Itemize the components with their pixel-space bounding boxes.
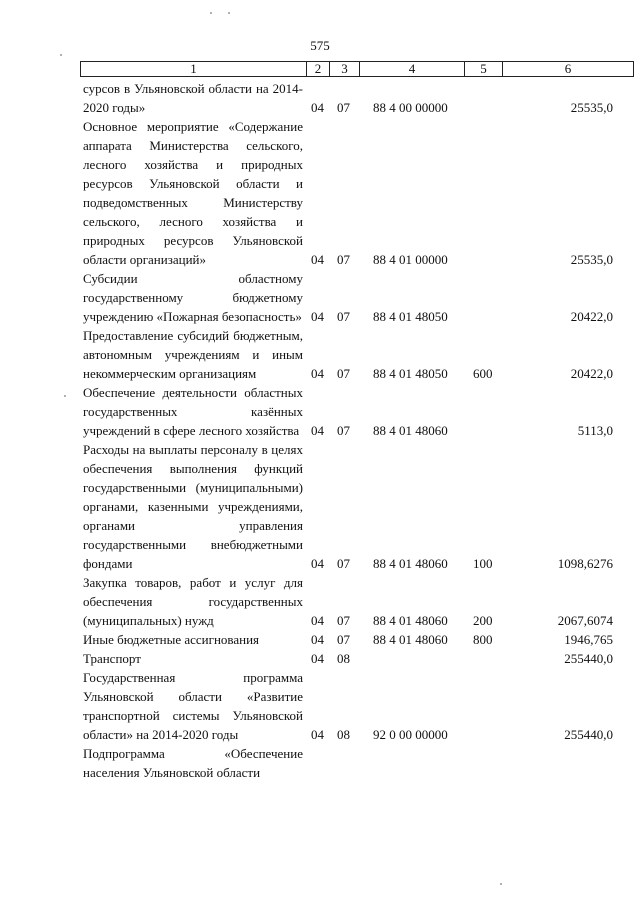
row-section: 04 — [311, 651, 324, 666]
row-amount: 255440,0 — [564, 651, 613, 666]
table-row — [0, 630, 640, 649]
row-name: Закупка товаров, работ и услуг для обеспечения государственных (муниципальных) нужд — [83, 575, 303, 628]
scan-speck — [500, 883, 502, 885]
table-row — [0, 79, 640, 117]
row-section: 04 — [311, 632, 324, 647]
row-section: 04 — [311, 309, 324, 324]
row-section: 04 — [311, 100, 324, 115]
row-expense-type: 100 — [473, 556, 493, 571]
row-section: 04 — [311, 366, 324, 381]
row-target-code: 88 4 01 48060 — [373, 556, 448, 571]
header-col-2: 2 — [307, 62, 330, 77]
row-expense-type: 600 — [473, 366, 493, 381]
row-subsection: 07 — [337, 252, 350, 267]
row-amount: 1098,6276 — [557, 556, 613, 571]
row-target-code: 92 0 00 00000 — [373, 727, 448, 742]
row-name: Обеспечение деятельности областных государственных казённых учреждений в сфере лесного хозяйства — [83, 385, 303, 438]
row-section: 04 — [311, 423, 324, 438]
row-target-code: 88 4 00 00000 — [373, 100, 448, 115]
row-amount: 20422,0 — [570, 309, 613, 324]
row-subsection: 07 — [337, 100, 350, 115]
header-col-5: 5 — [465, 62, 503, 77]
budget-table-body — [0, 79, 640, 782]
header-col-1: 1 — [81, 62, 307, 77]
table-row — [0, 326, 640, 383]
row-amount: 255440,0 — [564, 727, 613, 742]
row-subsection: 07 — [337, 366, 350, 381]
row-name: Расходы на выплаты персоналу в целях обеспечения выполнения функций государственными (муниципальными) органами, казенными учреждениями, органами управления государственными внебюджетными фондами — [83, 442, 303, 571]
row-name: Субсидии областному государственному бюджетному учреждению «Пожарная безопасность» — [83, 271, 303, 324]
row-amount: 20422,0 — [570, 366, 613, 381]
row-expense-type: 800 — [473, 632, 493, 647]
header-col-3: 3 — [330, 62, 360, 77]
row-amount: 2067,6074 — [557, 613, 613, 628]
row-expense-type: 200 — [473, 613, 493, 628]
scan-speck — [228, 12, 230, 14]
row-amount: 25535,0 — [570, 100, 613, 115]
row-target-code: 88 4 01 48060 — [373, 632, 448, 647]
row-target-code: 88 4 01 48050 — [373, 309, 448, 324]
table-header — [80, 61, 634, 77]
row-amount: 25535,0 — [570, 252, 613, 267]
table-row — [0, 269, 640, 326]
row-target-code: 88 4 01 48050 — [373, 366, 448, 381]
page-number: 575 — [310, 38, 330, 53]
row-subsection: 07 — [337, 556, 350, 571]
table-row — [0, 383, 640, 440]
row-amount: 5113,0 — [577, 423, 613, 438]
scan-speck — [64, 395, 66, 397]
row-name: Подпрограмма «Обеспечение населения Ульяновской области — [83, 746, 303, 780]
row-subsection: 07 — [337, 632, 350, 647]
row-target-code: 88 4 01 48060 — [373, 423, 448, 438]
row-subsection: 08 — [337, 651, 350, 666]
table-row — [0, 440, 640, 573]
header-col-6: 6 — [503, 62, 634, 77]
row-section: 04 — [311, 252, 324, 267]
row-subsection: 07 — [337, 423, 350, 438]
row-target-code: 88 4 01 00000 — [373, 252, 448, 267]
table-row — [0, 744, 640, 782]
row-subsection: 08 — [337, 727, 350, 742]
table-row — [0, 117, 640, 269]
row-name: Основное мероприятие «Содержание аппарата Министерства сельского, лесного хозяйства и природных ресурсов Ульяновской области и подведомственных Министерству сельского, лесного хозяйства и природных ресурсов Ульяновской области организаций» — [83, 119, 303, 267]
row-section: 04 — [311, 556, 324, 571]
table-row — [0, 668, 640, 744]
row-name: Транспорт — [83, 651, 141, 666]
row-subsection: 07 — [337, 309, 350, 324]
scan-speck — [210, 12, 212, 14]
row-amount: 1946,765 — [564, 632, 613, 647]
row-name: Государственная программа Ульяновской области «Развитие транспортной системы Ульяновской области» на 2014-2020 годы — [83, 670, 303, 742]
row-section: 04 — [311, 613, 324, 628]
scan-speck — [60, 54, 62, 56]
row-name: Предоставление субсидий бюджетным, автономным учреждениям и иным некоммерческим организациям — [83, 328, 303, 381]
row-target-code: 88 4 01 48060 — [373, 613, 448, 628]
table-row — [0, 649, 640, 668]
row-section: 04 — [311, 727, 324, 742]
row-subsection: 07 — [337, 613, 350, 628]
table-row — [0, 573, 640, 630]
row-name: Иные бюджетные ассигнования — [83, 632, 260, 647]
row-name: сурсов в Ульяновской области на 2014-2020 годы» — [83, 81, 303, 115]
header-col-4: 4 — [360, 62, 465, 77]
